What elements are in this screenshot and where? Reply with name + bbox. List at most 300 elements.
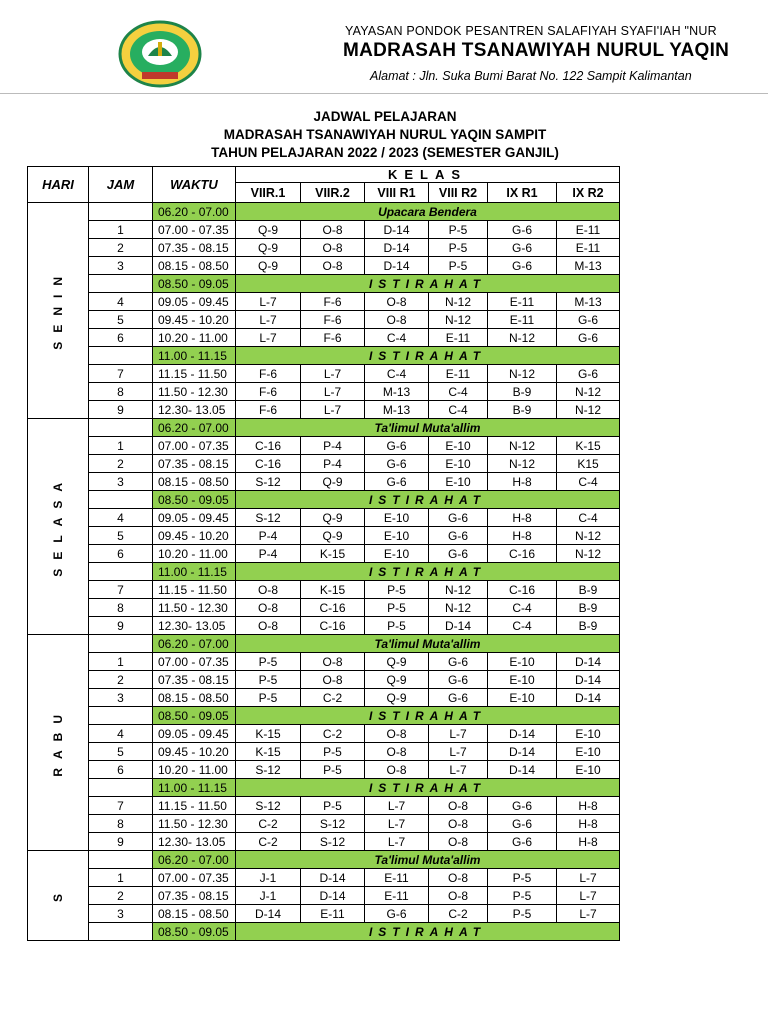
subject-cell: N-12	[488, 437, 557, 455]
letterhead	[0, 0, 768, 100]
organization-name: YAYASAN PONDOK PESANTREN SALAFIYAH SYAFI'IAH "NUR	[345, 24, 717, 38]
subject-cell: O-8	[429, 833, 488, 851]
table-row	[28, 221, 620, 239]
subject-cell: C-2	[236, 833, 301, 851]
break-label: ISTIRAHAT	[236, 347, 620, 365]
subject-cell: O-8	[301, 671, 365, 689]
time-range: 10.20 - 11.00	[153, 545, 236, 563]
time-range: 07.00 - 07.35	[153, 437, 236, 455]
time-range: 11.00 - 11.15	[153, 779, 236, 797]
period-number-empty	[89, 635, 153, 653]
period-number: 2	[89, 239, 153, 257]
subject-cell: P-4	[301, 455, 365, 473]
subject-cell: B-9	[557, 617, 620, 635]
period-number: 6	[89, 761, 153, 779]
table-row	[28, 653, 620, 671]
table-row	[28, 905, 620, 923]
subject-cell: G-6	[429, 509, 488, 527]
time-range: 08.50 - 09.05	[153, 923, 236, 941]
subject-cell: C-16	[236, 437, 301, 455]
subject-cell: Q-9	[301, 473, 365, 491]
schedule-table	[27, 166, 620, 941]
table-row-break	[28, 491, 620, 509]
subject-cell: O-8	[236, 581, 301, 599]
subject-cell: E-10	[429, 437, 488, 455]
table-row	[28, 581, 620, 599]
subject-cell: D-14	[301, 869, 365, 887]
subject-cell: M-13	[365, 383, 429, 401]
subject-cell: P-5	[365, 599, 429, 617]
table-row-break	[28, 707, 620, 725]
table-row-break	[28, 275, 620, 293]
table-row	[28, 293, 620, 311]
break-label: ISTIRAHAT	[236, 779, 620, 797]
period-number-empty	[89, 275, 153, 293]
document-titles	[0, 108, 768, 162]
day-label	[28, 203, 89, 419]
event-label: Ta'limul Muta'allim	[236, 851, 620, 869]
subject-cell: G-6	[488, 797, 557, 815]
subject-cell: K-15	[236, 725, 301, 743]
subject-cell: G-6	[429, 653, 488, 671]
subject-cell: F-6	[236, 365, 301, 383]
time-range: 09.45 - 10.20	[153, 527, 236, 545]
subject-cell: S-12	[236, 509, 301, 527]
school-name: MADRASAH TSANAWIYAH NURUL YAQIN	[343, 40, 730, 61]
period-number: 9	[89, 833, 153, 851]
subject-cell: F-6	[301, 311, 365, 329]
period-number: 7	[89, 365, 153, 383]
subject-cell: C-4	[429, 383, 488, 401]
time-range: 11.15 - 11.50	[153, 365, 236, 383]
subject-cell: L-7	[429, 725, 488, 743]
table-row-event	[28, 203, 620, 221]
header-class: VIIR.2	[301, 183, 365, 203]
subject-cell: O-8	[365, 293, 429, 311]
subject-cell: F-6	[236, 401, 301, 419]
subject-cell: D-14	[488, 761, 557, 779]
period-number: 2	[89, 671, 153, 689]
subject-cell: G-6	[429, 527, 488, 545]
time-range: 06.20 - 07.00	[153, 635, 236, 653]
subject-cell: S-12	[301, 815, 365, 833]
period-number: 2	[89, 455, 153, 473]
day-name: RABU	[51, 705, 65, 777]
table-row	[28, 869, 620, 887]
subject-cell: P-5	[236, 653, 301, 671]
period-number-empty	[89, 779, 153, 797]
time-range: 09.05 - 09.45	[153, 725, 236, 743]
time-range: 11.00 - 11.15	[153, 563, 236, 581]
subject-cell: C-2	[429, 905, 488, 923]
time-range: 09.05 - 09.45	[153, 293, 236, 311]
break-label: ISTIRAHAT	[236, 707, 620, 725]
subject-cell: P-5	[429, 257, 488, 275]
subject-cell: Q-9	[236, 257, 301, 275]
header-kelas: KELAS	[236, 167, 620, 183]
school-logo-icon	[118, 20, 202, 88]
subject-cell: C-4	[557, 473, 620, 491]
period-number: 2	[89, 887, 153, 905]
title-schedule: JADWAL PELAJARAN	[313, 109, 457, 124]
title-school: MADRASAH TSANAWIYAH NURUL YAQIN SAMPIT	[223, 127, 547, 142]
subject-cell: G-6	[488, 815, 557, 833]
subject-cell: F-6	[301, 293, 365, 311]
subject-cell: E-11	[488, 293, 557, 311]
subject-cell: N-12	[429, 293, 488, 311]
subject-cell: O-8	[236, 617, 301, 635]
subject-cell: D-14	[429, 617, 488, 635]
school-address: Alamat : Jln. Suka Bumi Barat No. 122 Sampit Kalimantan	[370, 69, 692, 83]
subject-cell: B-9	[488, 401, 557, 419]
subject-cell: L-7	[429, 761, 488, 779]
table-row	[28, 329, 620, 347]
subject-cell: G-6	[488, 239, 557, 257]
subject-cell: K-15	[301, 581, 365, 599]
break-label: ISTIRAHAT	[236, 923, 620, 941]
time-range: 08.15 - 08.50	[153, 689, 236, 707]
subject-cell: H-8	[557, 797, 620, 815]
subject-cell: K-15	[557, 437, 620, 455]
subject-cell: G-6	[488, 221, 557, 239]
subject-cell: E-11	[488, 311, 557, 329]
subject-cell: H-8	[488, 473, 557, 491]
subject-cell: O-8	[429, 797, 488, 815]
subject-cell: D-14	[365, 221, 429, 239]
subject-cell: S-12	[236, 761, 301, 779]
time-range: 06.20 - 07.00	[153, 203, 236, 221]
subject-cell: Q-9	[236, 239, 301, 257]
subject-cell: P-5	[236, 671, 301, 689]
table-row	[28, 545, 620, 563]
subject-cell: C-4	[365, 365, 429, 383]
subject-cell: O-8	[365, 743, 429, 761]
subject-cell: E-10	[365, 527, 429, 545]
subject-cell: L-7	[557, 887, 620, 905]
subject-cell: N-12	[557, 383, 620, 401]
subject-cell: J-1	[236, 869, 301, 887]
period-number: 7	[89, 581, 153, 599]
subject-cell: E-10	[365, 509, 429, 527]
period-number: 1	[89, 221, 153, 239]
table-row	[28, 833, 620, 851]
table-row-break	[28, 923, 620, 941]
subject-cell: L-7	[557, 869, 620, 887]
subject-cell: C-16	[301, 617, 365, 635]
period-number: 1	[89, 653, 153, 671]
table-row	[28, 689, 620, 707]
divider	[0, 93, 768, 94]
subject-cell: G-6	[488, 833, 557, 851]
subject-cell: O-8	[429, 887, 488, 905]
subject-cell: L-7	[236, 329, 301, 347]
subject-cell: D-14	[301, 887, 365, 905]
subject-cell: E-10	[365, 545, 429, 563]
subject-cell: B-9	[557, 599, 620, 617]
period-number: 1	[89, 437, 153, 455]
period-number-empty	[89, 203, 153, 221]
subject-cell: O-8	[429, 815, 488, 833]
subject-cell: C-4	[429, 401, 488, 419]
subject-cell: O-8	[301, 653, 365, 671]
time-range: 06.20 - 07.00	[153, 419, 236, 437]
day-label	[28, 635, 89, 851]
time-range: 09.45 - 10.20	[153, 743, 236, 761]
subject-cell: D-14	[488, 743, 557, 761]
subject-cell: C-2	[301, 689, 365, 707]
subject-cell: E-11	[429, 365, 488, 383]
time-range: 07.00 - 07.35	[153, 221, 236, 239]
table-row	[28, 383, 620, 401]
time-range: 09.05 - 09.45	[153, 509, 236, 527]
subject-cell: N-12	[429, 311, 488, 329]
subject-cell: F-6	[236, 383, 301, 401]
subject-cell: N-12	[557, 545, 620, 563]
day-label	[28, 851, 89, 941]
subject-cell: E-10	[488, 689, 557, 707]
period-number: 7	[89, 797, 153, 815]
time-range: 11.50 - 12.30	[153, 383, 236, 401]
time-range: 11.15 - 11.50	[153, 581, 236, 599]
subject-cell: G-6	[429, 545, 488, 563]
subject-cell: C-4	[557, 509, 620, 527]
table-row	[28, 437, 620, 455]
subject-cell: H-8	[488, 527, 557, 545]
period-number-empty	[89, 419, 153, 437]
table-row	[28, 671, 620, 689]
subject-cell: C-2	[301, 725, 365, 743]
header-class: VIII R1	[365, 183, 429, 203]
time-range: 07.00 - 07.35	[153, 653, 236, 671]
subject-cell: J-1	[236, 887, 301, 905]
subject-cell: O-8	[301, 221, 365, 239]
time-range: 11.00 - 11.15	[153, 347, 236, 365]
subject-cell: E-10	[488, 671, 557, 689]
subject-cell: O-8	[429, 869, 488, 887]
subject-cell: P-5	[301, 797, 365, 815]
subject-cell: D-14	[557, 653, 620, 671]
title-year: TAHUN PELAJARAN 2022 / 2023 (SEMESTER GANJIL)	[211, 145, 559, 160]
table-row-event	[28, 851, 620, 869]
table-row-break	[28, 347, 620, 365]
break-label: ISTIRAHAT	[236, 563, 620, 581]
subject-cell: Q-9	[365, 671, 429, 689]
table-row-break	[28, 563, 620, 581]
header-waktu: WAKTU	[153, 167, 236, 203]
time-range: 12.30- 13.05	[153, 617, 236, 635]
table-row	[28, 527, 620, 545]
time-range: 11.50 - 12.30	[153, 815, 236, 833]
subject-cell: G-6	[429, 671, 488, 689]
subject-cell: O-8	[365, 311, 429, 329]
time-range: 07.35 - 08.15	[153, 887, 236, 905]
period-number: 3	[89, 257, 153, 275]
subject-cell: G-6	[488, 257, 557, 275]
period-number-empty	[89, 707, 153, 725]
subject-cell: Q-9	[365, 653, 429, 671]
event-label: Ta'limul Muta'allim	[236, 635, 620, 653]
subject-cell: K-15	[301, 545, 365, 563]
time-range: 08.15 - 08.50	[153, 905, 236, 923]
subject-cell: P-5	[488, 905, 557, 923]
subject-cell: C-4	[488, 617, 557, 635]
subject-cell: S-12	[236, 473, 301, 491]
time-range: 08.15 - 08.50	[153, 473, 236, 491]
table-row	[28, 509, 620, 527]
subject-cell: N-12	[488, 329, 557, 347]
subject-cell: Q-9	[236, 221, 301, 239]
period-number: 4	[89, 293, 153, 311]
subject-cell: D-14	[557, 671, 620, 689]
subject-cell: C-4	[365, 329, 429, 347]
subject-cell: O-8	[236, 599, 301, 617]
subject-cell: M-13	[557, 293, 620, 311]
table-row-event	[28, 419, 620, 437]
subject-cell: Q-9	[301, 509, 365, 527]
time-range: 11.15 - 11.50	[153, 797, 236, 815]
subject-cell: B-9	[557, 581, 620, 599]
subject-cell: Q-9	[365, 689, 429, 707]
time-range: 06.20 - 07.00	[153, 851, 236, 869]
subject-cell: L-7	[301, 365, 365, 383]
subject-cell: F-6	[301, 329, 365, 347]
table-row	[28, 311, 620, 329]
subject-cell: E-11	[557, 239, 620, 257]
subject-cell: M-13	[365, 401, 429, 419]
table-row	[28, 761, 620, 779]
period-number-empty	[89, 347, 153, 365]
table-row	[28, 725, 620, 743]
subject-cell: P-5	[236, 689, 301, 707]
table-row	[28, 239, 620, 257]
break-label: ISTIRAHAT	[236, 275, 620, 293]
period-number-empty	[89, 923, 153, 941]
period-number: 3	[89, 905, 153, 923]
subject-cell: P-4	[301, 437, 365, 455]
subject-cell: K15	[557, 455, 620, 473]
subject-cell: P-5	[488, 869, 557, 887]
subject-cell: L-7	[365, 833, 429, 851]
subject-cell: C-2	[236, 815, 301, 833]
table-row-break	[28, 779, 620, 797]
table-row	[28, 797, 620, 815]
table-row-event	[28, 635, 620, 653]
subject-cell: N-12	[557, 401, 620, 419]
period-number: 1	[89, 869, 153, 887]
subject-cell: G-6	[557, 329, 620, 347]
period-number: 3	[89, 473, 153, 491]
subject-cell: P-5	[429, 221, 488, 239]
period-number-empty	[89, 563, 153, 581]
time-range: 10.20 - 11.00	[153, 329, 236, 347]
subject-cell: E-10	[557, 725, 620, 743]
subject-cell: S-12	[301, 833, 365, 851]
table-row	[28, 365, 620, 383]
time-range: 12.30- 13.05	[153, 401, 236, 419]
table-row	[28, 815, 620, 833]
period-number-empty	[89, 491, 153, 509]
subject-cell: E-10	[429, 455, 488, 473]
event-label: Ta'limul Muta'allim	[236, 419, 620, 437]
subject-cell: N-12	[488, 365, 557, 383]
header-jam: JAM	[89, 167, 153, 203]
subject-cell: E-11	[365, 887, 429, 905]
table-row	[28, 617, 620, 635]
subject-cell: E-11	[557, 221, 620, 239]
subject-cell: P-5	[301, 761, 365, 779]
subject-cell: E-11	[429, 329, 488, 347]
header-class: VIII R2	[429, 183, 488, 203]
subject-cell: L-7	[365, 815, 429, 833]
subject-cell: L-7	[236, 293, 301, 311]
subject-cell: N-12	[429, 599, 488, 617]
table-row	[28, 257, 620, 275]
subject-cell: N-12	[557, 527, 620, 545]
subject-cell: O-8	[301, 257, 365, 275]
subject-cell: E-10	[429, 473, 488, 491]
header-class: IX R2	[557, 183, 620, 203]
period-number-empty	[89, 851, 153, 869]
time-range: 07.35 - 08.15	[153, 671, 236, 689]
period-number: 8	[89, 815, 153, 833]
subject-cell: P-5	[429, 239, 488, 257]
subject-cell: L-7	[429, 743, 488, 761]
subject-cell: P-4	[236, 527, 301, 545]
subject-cell: N-12	[429, 581, 488, 599]
subject-cell: G-6	[365, 905, 429, 923]
day-label	[28, 419, 89, 635]
table-row	[28, 743, 620, 761]
time-range: 08.50 - 09.05	[153, 275, 236, 293]
subject-cell: C-16	[301, 599, 365, 617]
time-range: 08.50 - 09.05	[153, 707, 236, 725]
subject-cell: K-15	[236, 743, 301, 761]
day-name: SENIN	[51, 268, 65, 350]
period-number: 9	[89, 617, 153, 635]
subject-cell: O-8	[365, 761, 429, 779]
table-row	[28, 473, 620, 491]
subject-cell: S-12	[236, 797, 301, 815]
header-class: IX R1	[488, 183, 557, 203]
subject-cell: D-14	[365, 257, 429, 275]
subject-cell: L-7	[365, 797, 429, 815]
subject-cell: G-6	[557, 311, 620, 329]
subject-cell: L-7	[301, 401, 365, 419]
period-number: 4	[89, 725, 153, 743]
subject-cell: C-16	[236, 455, 301, 473]
header-hari: HARI	[28, 167, 89, 203]
subject-cell: H-8	[488, 509, 557, 527]
period-number: 5	[89, 743, 153, 761]
period-number: 9	[89, 401, 153, 419]
day-name: S	[51, 885, 65, 903]
subject-cell: G-6	[557, 365, 620, 383]
period-number: 6	[89, 545, 153, 563]
subject-cell: E-11	[365, 869, 429, 887]
time-range: 11.50 - 12.30	[153, 599, 236, 617]
subject-cell: P-5	[488, 887, 557, 905]
subject-cell: O-8	[301, 239, 365, 257]
subject-cell: P-5	[301, 743, 365, 761]
subject-cell: D-14	[236, 905, 301, 923]
time-range: 12.30- 13.05	[153, 833, 236, 851]
event-label: Upacara Bendera	[236, 203, 620, 221]
table-row	[28, 401, 620, 419]
table-row	[28, 599, 620, 617]
day-name: SELASA	[51, 473, 65, 577]
subject-cell: C-4	[488, 599, 557, 617]
subject-cell: L-7	[236, 311, 301, 329]
